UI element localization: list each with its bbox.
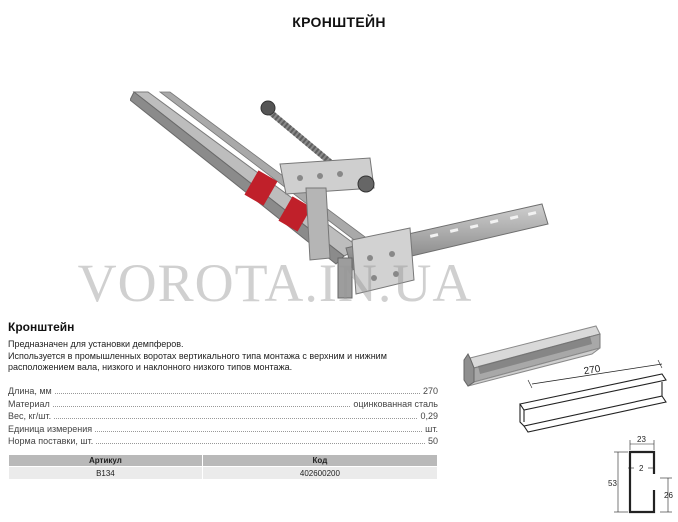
table-row xyxy=(9,467,438,480)
spec-label: Длина, мм xyxy=(8,386,52,397)
spec-label: Норма поставки, шт. xyxy=(8,435,94,446)
spec-value: оцинкованная сталь xyxy=(353,398,438,409)
description-line: Используется в промышленных воротах вертикального типа монтажа с верхним и нижним xyxy=(8,350,387,361)
leader-dots xyxy=(53,405,351,407)
table-cell-code: 402600200 xyxy=(202,467,437,480)
spec-row-supply xyxy=(8,434,438,446)
product-description xyxy=(8,339,448,374)
spec-label: Материал xyxy=(8,398,50,409)
product-name: Кронштейн xyxy=(8,320,75,334)
spec-value: 50 xyxy=(427,435,438,446)
length-dimension: 270 xyxy=(583,363,602,378)
watermark: VOROTA.IN.UA xyxy=(77,253,473,313)
cross-section-drawing xyxy=(608,434,676,518)
page-title: КРОНШТЕЙН xyxy=(292,14,386,30)
spec-value: шт. xyxy=(425,423,438,434)
description-line: Предназначен для установки демпферов. xyxy=(8,339,184,349)
spec-label: Единица измерения xyxy=(8,423,93,434)
spec-row-weight xyxy=(8,409,438,421)
spec-value: 0,29 xyxy=(420,411,438,422)
spec-row-length xyxy=(8,384,438,396)
leader-dots xyxy=(96,442,425,444)
spec-label: Вес, кг/шт. xyxy=(8,411,52,422)
lip-dimension: 26 xyxy=(664,491,673,500)
spec-row-material xyxy=(8,396,438,408)
leader-dots xyxy=(54,417,417,419)
profile-dimension-drawing xyxy=(512,360,674,440)
width-dimension: 23 xyxy=(637,435,646,444)
leader-dots xyxy=(95,430,422,432)
spec-value: 270 xyxy=(422,386,438,397)
table-header-code: Код xyxy=(202,455,437,467)
spec-row-unit xyxy=(8,421,438,433)
table-cell-article: B134 xyxy=(9,467,203,480)
height-dimension: 53 xyxy=(608,479,617,488)
description-line: расположением вала, низкого и наклонного низкого типов монтажа. xyxy=(8,362,293,372)
thickness-dimension: 2 xyxy=(639,464,644,473)
leader-dots xyxy=(55,392,420,394)
table-header-article: Артикул xyxy=(9,455,203,467)
spec-list xyxy=(8,384,438,446)
article-table xyxy=(8,454,438,480)
